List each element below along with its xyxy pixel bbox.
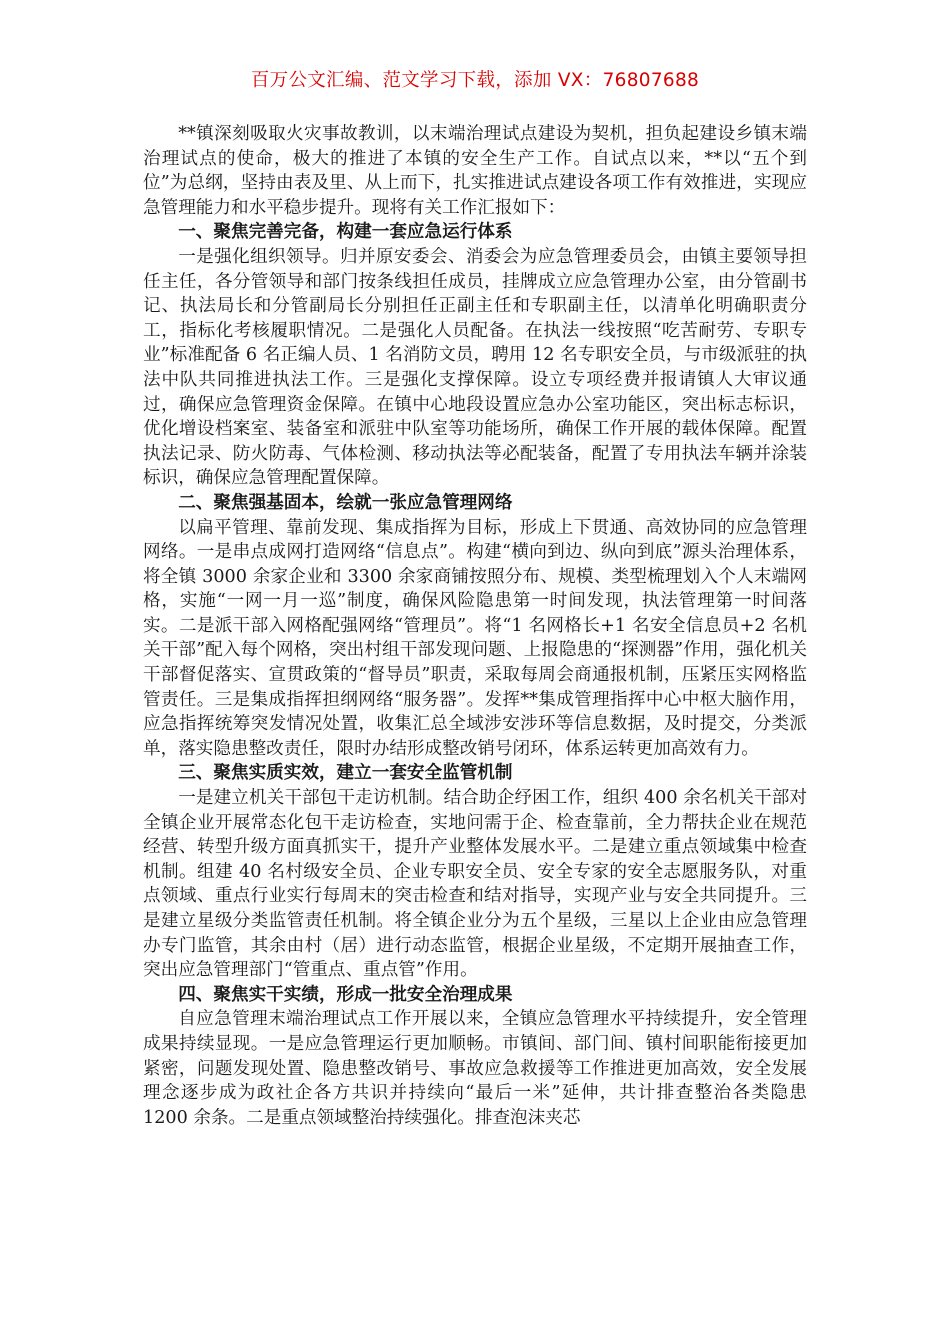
section-heading-1: 一、聚焦完善完备，构建一套应急运行体系 (178, 222, 513, 243)
section-body-1: 一是强化组织领导。归并原安委会、消委会为应急管理委员会，由镇主要领导担任主任，各分管领导和部门按条线担任成员，挂牌成立应急管理办公室，由分管副书记、执法局长和分管副局长分别担任正副主任和专职副主任，以清单化明确职责分工，指标化考核履职情况。二是强化人员配备。在执法一线按照“吃苦耐劳、专职专业”标准配备 6 名正编人员、1 名消防文员，聘用 12 名专职安全员，与市级派驻的执法中队共同推进执法工作。三是强化支撑保障。设立专项经费并报请镇人大审议通过，确保应急管理资金保障。在镇中心地段设置应急办公室功能区，突出标志标识，优化增设档案室、装备室和派驻中队室等功能场所，确保工作开展的载体保障。配置执法记录、防火防毒、气体检测、移动执法等必配装备，配置了专用执法车辆并涂装标识，确保应急管理配置保障。 (143, 246, 807, 489)
section-body-4: 自应急管理末端治理试点工作开展以来，全镇应急管理水平持续提升，安全管理成果持续显现。一是应急管理运行更加顺畅。市镇间、部门间、镇村间职能衔接更加紧密，问题发现处置、隐患整改销号、事故应急救援等工作推进更加高效，安全发展理念逐步成为政社企各方共识并持续向“最后一米”延伸，共计排查整治各类隐患 1200 余条。二是重点领域整治持续强化。排查泡沫夹芯 (143, 1009, 807, 1128)
watermark-header: 百万公文汇编、范文学习下载，添加 VX：76807688 (250, 70, 700, 91)
section-heading-4: 四、聚焦实干实绩，形成一批安全治理成果 (178, 984, 513, 1005)
section-heading-3: 三、聚焦实质实效，建立一套安全监管机制 (178, 763, 513, 784)
section-body-3: 一是建立机关干部包干走访机制。结合助企纾困工作，组织 400 余名机关干部对全镇企业开展常态化包干走访检查，实地问需于企、检查靠前，全力帮扶企业在规范经营、转型升级方面真抓实干，提升产业整体发展水平。二是建立重点领域集中检查机制。组建 40 名村级安全员、企业专职安全员、安全专家的安全志愿服务队，对重点领域、重点行业实行每周末的突击检查和结对指导，实现产业与安全共同提升。三是建立星级分类监管责任机制。将全镇企业分为五个星级，三星以上企业由应急管理办专门监管，其余由村（居）进行动态监管，根据企业星级，不定期开展抽查工作，突出应急管理部门“管重点、重点管”作用。 (143, 788, 807, 981)
intro-paragraph: **镇深刻吸取火灾事故教训，以末端治理试点建设为契机，担负起建设乡镇末端治理试点的使命，极大的推进了本镇的安全生产工作。自试点以来，**以“五个到位”为总纲，坚持由表及里、从上而下，扎实推进试点建设各项工作有效推进，实现应急管理能力和水平稳步提升。现将有关工作汇报如下： (143, 124, 807, 218)
section-heading-2: 二、聚焦强基固本，绘就一张应急管理网络 (178, 492, 513, 513)
section-body-2: 以扁平管理、靠前发现、集成指挥为目标，形成上下贯通、高效协同的应急管理网络。一是串点成网打造网络“信息点”。构建“横向到边、纵向到底”源头治理体系，将全镇 3000 余家企业和 3300 余家商铺按照分布、规模、类型梳理划入个人末端网格，实施“一网一月一巡”制度，确保风险隐患第一时间发现，执法管理第一时间落实。二是派干部入网格配强网络“管理员”。将“1 名网格长+1 名安全信息员+2 名机关干部”配入每个网格，突出村组干部发现问题、上报隐患的“探测器”作用，强化机关干部督促落实、宣贯政策的“督导员”职责，采取每周会商通报机制，压紧压实网格监管责任。三是集成指挥担纲网络“服务器”。发挥**集成管理指挥中心中枢大脑作用，应急指挥统筹突发情况处置，收集汇总全域涉安涉环等信息数据，及时提交，分类派单，落实隐患整改责任，限时办结形成整改销号闭环，体系运转更加高效有力。 (143, 517, 807, 759)
document-body (143, 122, 807, 1130)
